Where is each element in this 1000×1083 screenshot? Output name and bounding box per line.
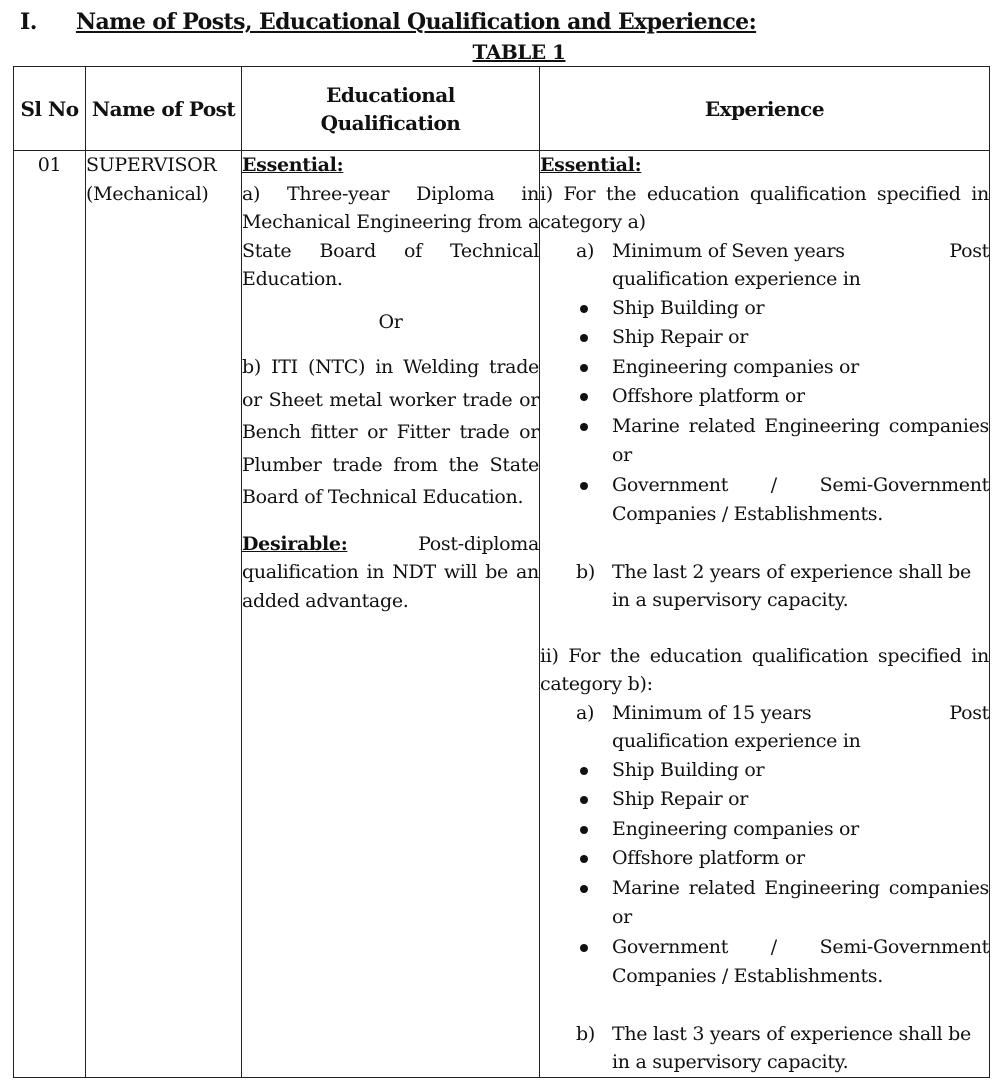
exp-cat2-item-a [576,699,989,756]
bullet-icon [576,756,612,786]
edu-essential-label: Essential: [242,154,344,176]
list-item: Ship Repair or [576,323,989,353]
edu-or: Or [378,310,403,333]
cell-post [86,151,242,1078]
section-title: Name of Posts, Educational Qualification and Experience: [76,9,757,35]
cell-experience [540,151,990,1078]
header-education [242,67,540,151]
exp-cat2-a-marker: a) [576,701,595,724]
bullet-icon [576,874,612,933]
exp-cat2-b-marker: b) [576,1022,595,1045]
qualification-table [13,66,990,1078]
exp-cat1-a-line1-end: Post [949,239,989,262]
cell-education [242,151,540,1078]
list-item: Engineering companies or [576,815,989,845]
list-item: Government / Semi-Government Companies / Establishments. [576,471,989,530]
list-item: Ship Repair or [576,785,989,815]
post-discipline: (Mechanical) [86,182,209,205]
edu-desirable-label: Desirable: [242,532,348,555]
exp-category-2 [540,642,989,1077]
exp-cat1-item-b [576,558,989,615]
edu-desirable-text: Post-diploma qualification in NDT will be an added advantage. [242,532,539,612]
list-item: Engineering companies or [576,353,989,383]
table-header-row [14,67,990,151]
post-name: SUPERVISOR [86,154,217,176]
exp-cat2-a-line2: qualification experience in [612,730,861,752]
cell-sl-no: 01 [14,151,86,1078]
exp-cat2-item-b [576,1020,989,1077]
list-item: Ship Building or [576,294,989,324]
list-item: Marine related Engineering companies or [576,874,989,933]
list-item: Government / Semi-Government Companies / Establishments. [576,933,989,992]
header-education-line2: Qualification [320,110,461,135]
bullet-icon [576,323,612,353]
exp-cat1-intro: i) For the education qualification specified in category a) [540,182,989,233]
header-sl-no: Sl No [14,67,86,151]
bullet-icon [576,844,612,874]
bullet-icon [576,412,612,471]
bullet-icon [576,815,612,845]
exp-category-1 [540,180,989,615]
table-row [14,151,990,1078]
exp-cat1-a-marker: a) [576,239,595,262]
edu-option-b: b) ITI (NTC) in Welding trade or Sheet metal worker trade or Bench fitter or Fitter trade or Plumber trade from the State Board of Technical Education. [242,356,539,508]
list-item: Marine related Engineering companies or [576,412,989,471]
bullet-icon [576,471,612,530]
exp-cat1-a-line1: Minimum of Seven years [612,239,845,262]
section-number: I. [20,9,37,35]
header-experience: Experience [540,67,990,151]
section-heading [20,9,756,35]
exp-cat2-b-text: The last 3 years of experience shall be in a supervisory capacity. [612,1022,971,1073]
exp-cat1-b-marker: b) [576,560,595,583]
exp-cat2-a-line1: Minimum of 15 years [612,701,812,724]
bullet-icon [576,933,612,992]
list-item: Offshore platform or [576,382,989,412]
bullet-icon [576,353,612,383]
exp-cat2-intro: ii) For the education qualification specified in category b): [540,644,989,695]
exp-cat1-item-a [576,237,989,294]
exp-cat1-a-line2: qualification experience in [612,268,861,290]
edu-option-a: a) Three-year Diploma in Mechanical Engineering from a State Board of Technical Education. [242,182,539,290]
exp-essential-label: Essential: [540,154,642,176]
bullet-icon [576,294,612,324]
list-item: Offshore platform or [576,844,989,874]
list-item: Ship Building or [576,756,989,786]
exp-cat2-a-line1-end: Post [949,701,989,724]
header-post: Name of Post [86,67,242,151]
table-caption: TABLE 1 [472,40,566,64]
bullet-icon [576,382,612,412]
bullet-icon [576,785,612,815]
exp-cat1-b-text: The last 2 years of experience shall be in a supervisory capacity. [612,560,971,611]
edu-desirable [242,530,539,616]
header-education-line1: Educational [326,82,455,107]
